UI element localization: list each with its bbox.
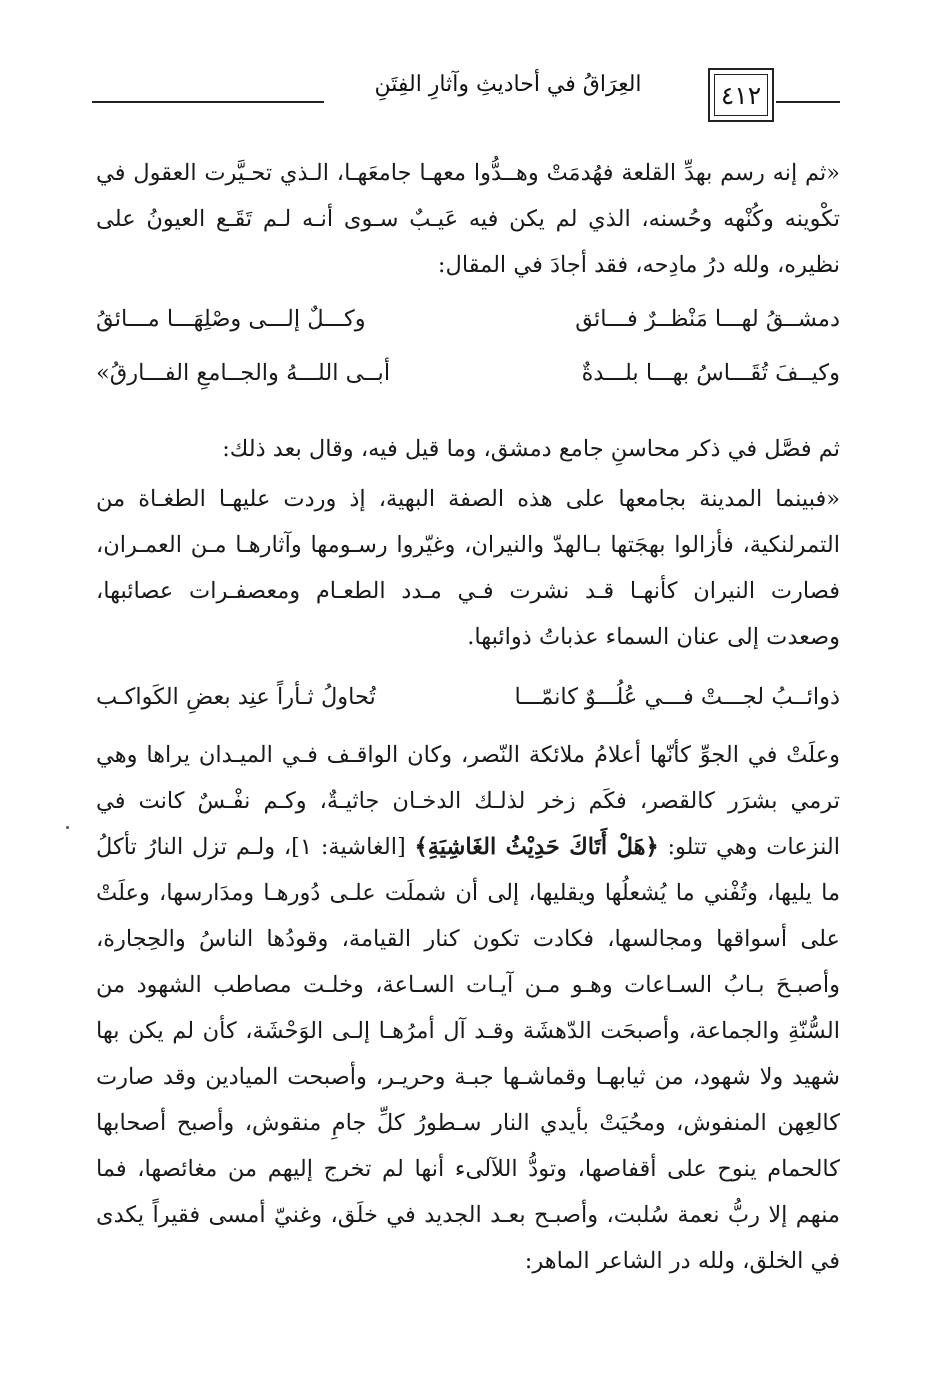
header-rule-left bbox=[92, 101, 324, 103]
page-number: ٤١٢ bbox=[714, 74, 768, 116]
verse-2-first-hemistich: وكيــفَ تُقَـــاسُ بهـــا بلـــدةٌ bbox=[581, 360, 840, 386]
paragraph-3 bbox=[96, 476, 840, 660]
paragraph-1 bbox=[96, 150, 840, 288]
verse-2-second-hemistich: أبــى اللـــهُ والجــامعِ الفـــارقُ» bbox=[96, 360, 391, 386]
paragraph-4-text bbox=[96, 732, 840, 1284]
verse-3-second-hemistich: تُحاولُ ثـأراً عنِد بعضِ الكَواكـب bbox=[96, 684, 376, 710]
verse-1-first-hemistich: دمشــقُ لهـــا مَنْظــرٌ فـــائق bbox=[575, 306, 840, 332]
paragraph-4-lead: وعلَتْ في الجوِّ كأنّها أعلامُ ملائكة النّصر، وكان الواقـف فـي الميـدان يراها وهي ترمي بشرَر كالقصر، فكَم زخر لذلـك الدخـان جاثيـةٌ، وكـم نفْـسٌ كانت في النزعات وهي تتلو: bbox=[96, 742, 840, 860]
running-title: العِرَاقُ في أحاديثِ وآثارِ الفِتَنِ bbox=[374, 72, 642, 97]
header-rule-right bbox=[776, 101, 840, 103]
paragraph-2-text: ثم فصَّل في ذكر محاسنِ جامع دمشق، وما قيل فيه، وقال بعد ذلك: bbox=[222, 436, 840, 462]
verse-line-2 bbox=[96, 360, 840, 404]
paragraph-2 bbox=[96, 426, 840, 472]
page-header bbox=[0, 0, 942, 140]
verse-3-first-hemistich: ذوائــبُ لجـــتْ فـــي عُلُـــوٌ كانمّـــا bbox=[514, 684, 840, 710]
page-number-box bbox=[708, 68, 774, 122]
margin-speck bbox=[66, 826, 69, 829]
verse-1-second-hemistich: وكـــلٌ إلـــى وصْلِهَـــا مـــائقُ bbox=[96, 306, 366, 332]
quran-quote: ﴿هَلْ أَتَاكَ حَدِيْثُ الغَاشِيَةِ﴾ bbox=[414, 834, 659, 860]
paragraph-4 bbox=[96, 732, 840, 1284]
verse-line-3 bbox=[96, 684, 840, 728]
verse-line-1 bbox=[96, 306, 840, 350]
paragraph-4-rest: [الغاشية: ١]، ولـم تزل النارُ تأكلُ ما يليها، وتُفْني ما يُشعلُها ويقليها، إلى أن شملَت علـى دُورهـا ومدَارسها، وعلَتْ على أسواقها ومجالسها، فكادت تكون كنار القيامة، وقودُها الناسُ والحِجارة، وأصبـحَ بـابُ السـاعات وهـو مـن آيـات السـاعة، وخلـت مصاطب الشهود من السُّنّةِ والجماعة، وأصبحَت الدّهشَة وقـد آل أمرُهـا إلـى الوَحْشَة، كأن لم يكن بها شهيد ولا شهود، من ثيابهـا وقماشـها جبـة وحريـر، وأصبحت الميادين وقد صارت كالعِهن المنفوش، ومحُيَتْ بأيدي النار سـطورُ كلِّ جامِ منقوش، وأصبح أصحابها كالحمام ينوح على أقفاصها، وتودُّ اللآلىء أنها لم تخرج إليهم من مغائصها، فما منهم إلا ربُّ نعمة سُلبت، وأصبـح بعـد الجديد في خلَق، وغنيّ أمسى فقيراً يكدى في الخلق، ولله در الشاعر الماهر: bbox=[96, 834, 840, 1274]
paragraph-1-text: «ثم إنه رسم بهدِّ القلعة فهُدمَتْ وهــدُّوا معهـا جامعَهـا، الـذي تحـيَّرت العقول في تكْوينه وكُنْهه وحُسنه، الذي لم يكن فيه عَيـبٌ سـوى أنـه لـم تَقَـع العيونُ على نظيره، ولله درُ مادِحه، فقد أجادَ في المقال: bbox=[96, 160, 840, 278]
paragraph-3-text: «فبينما المدينة بجامعها على هذه الصفة البهية، إذ وردت عليهـا الطغـاة من التمرلنكية، فأزالوا بهجَتها بـالهدّ والنيران، وغيّروا رسـومها وآثارهـا مـن العمـران، فصارت النيران كأنهـا قـد نشرت فـي مـدد الطعـام ومعصفـرات عصائبها، وصعدت إلى عنان السماء عذباتُ ذوائبها. bbox=[96, 486, 840, 650]
